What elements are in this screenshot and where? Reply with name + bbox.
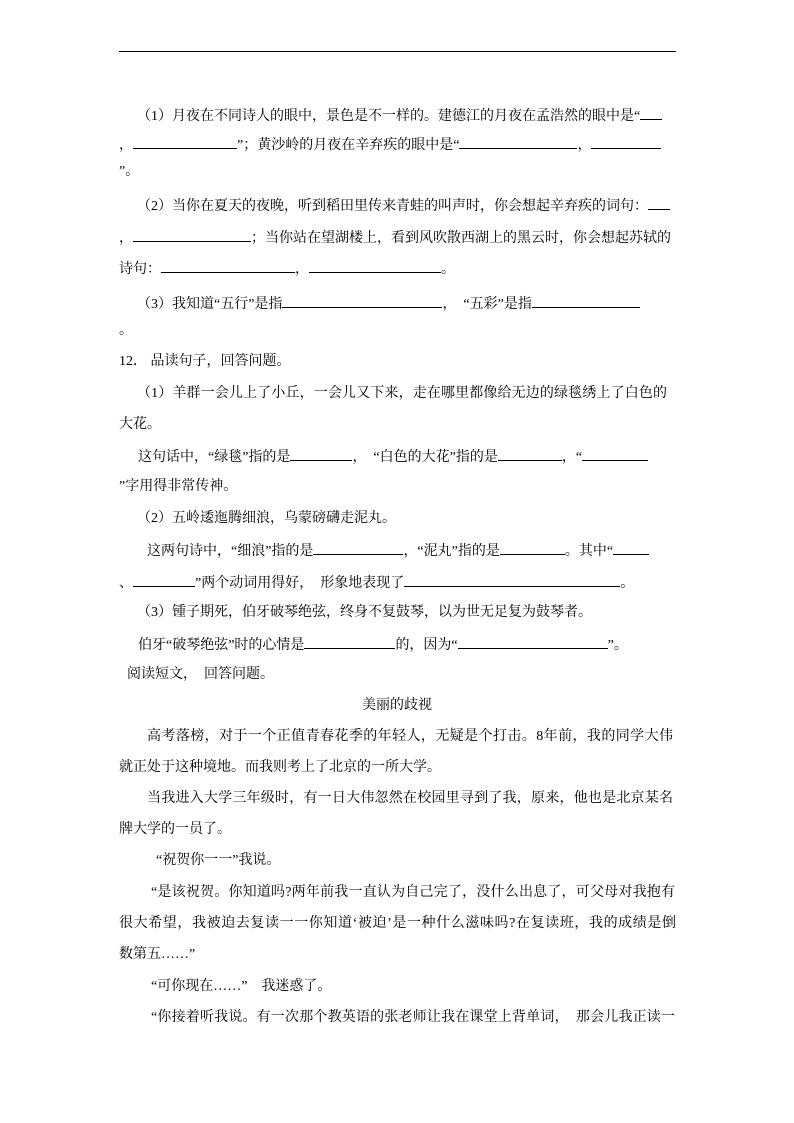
- text: 伯牙“破琴绝弦”时的心情是: [138, 638, 305, 653]
- q11-p2-line1: [137, 195, 670, 215]
- text: ”两个动词用得好， 形象地表现了: [195, 576, 405, 591]
- text: 诗句：: [119, 262, 161, 277]
- reading-instruction: 阅读短文， 回答问题。: [127, 667, 274, 682]
- passage-line: 高考落榜，对于一个正值青春花季的年轻人，无疑是个打击。8年前，我的同学大伟: [147, 729, 673, 744]
- q12-s1-sentence-line2: 大花。: [119, 417, 161, 432]
- text: ”；黄沙岭的月夜在辛弃疾的眼中是“: [237, 138, 460, 153]
- q11-p2-line3: [119, 258, 455, 278]
- passage-line: “是该祝贺。你知道吗?两年前我一直认为自己完了，没什么出息了，可父母对我抱有: [151, 885, 675, 900]
- passage-line: 牌大学的一员了。: [119, 822, 231, 837]
- answer-blank[interactable]: [304, 634, 395, 649]
- text: （1）月夜在不同诗人的眼中，景色是不一样的。建德江的月夜在孟浩然的眼中是“: [137, 109, 641, 124]
- q11-p1-line1: [137, 105, 662, 125]
- answer-blank[interactable]: [161, 258, 295, 273]
- answer-blank[interactable]: [133, 134, 237, 149]
- header-rule: [119, 51, 676, 52]
- q12-s3-question: [138, 634, 628, 654]
- text: 。其中“: [564, 544, 614, 559]
- q12-s2-question: [147, 540, 649, 560]
- answer-blank[interactable]: [133, 227, 251, 242]
- q11-p3-line2: 。: [119, 323, 133, 338]
- answer-blank[interactable]: [498, 446, 562, 461]
- answer-blank[interactable]: [309, 258, 441, 273]
- text: ，: [295, 262, 309, 277]
- q12-s2-question-line2: [119, 572, 634, 592]
- q12-s1-sentence-line1: （1）羊群一会儿上了小丘，一会儿又下来，走在哪里都像给无边的绿毯绣上了白色的: [137, 386, 667, 401]
- q11-p2-line2: [119, 227, 671, 247]
- answer-blank[interactable]: [404, 572, 620, 587]
- text: ， “五彩”是指: [442, 297, 532, 312]
- q11-p3-line1: [137, 293, 640, 313]
- q12-s2-sentence: （2）五岭逶迤腾细浪，乌蒙磅礴走泥丸。: [137, 511, 396, 526]
- text: 这句话中，“绿毯”指的是: [138, 450, 291, 465]
- text: （3）我知道“五行”是指: [137, 297, 283, 312]
- answer-blank[interactable]: [282, 293, 442, 308]
- text: ，: [119, 231, 133, 246]
- answer-blank[interactable]: [133, 572, 195, 587]
- answer-blank[interactable]: [640, 105, 662, 120]
- passage-line: 当我进入大学三年级时，有一日大伟忽然在校园里寻到了我，原来，他也是北京某名: [147, 791, 673, 806]
- text: 、: [119, 576, 133, 591]
- answer-blank[interactable]: [613, 540, 649, 555]
- answer-blank[interactable]: [648, 195, 670, 210]
- answer-blank[interactable]: [290, 446, 352, 461]
- text: ”。: [607, 638, 628, 653]
- passage-line: 就正处于这种境地。而我则考上了北京的一所大学。: [119, 760, 441, 775]
- q12-s1-question-line2: ”字用得非常传神。: [119, 479, 238, 494]
- q12-s3-sentence: （3）锺子期死，伯牙破琴绝弦，终身不复鼓琴，以为世无足复为鼓琴者。: [137, 605, 592, 620]
- passage-line: 数第五……”: [119, 947, 196, 962]
- text: ， “白色的大花”指的是: [352, 450, 498, 465]
- text: ，: [119, 138, 133, 153]
- passage-line: 很大希望，我被迫去复读一一你知道‘被迫’是一种什么滋味吗?在复读班，我的成绩是倒: [119, 916, 676, 931]
- q11-p1-line3: ”。: [119, 164, 140, 179]
- text: 。: [620, 576, 635, 591]
- answer-blank[interactable]: [582, 446, 648, 461]
- passage-line: “你接着听我说。有一次那个教英语的张老师让我在课堂上背单词， 那会儿我正读一: [151, 1010, 675, 1025]
- text: ，“: [561, 450, 583, 465]
- text: 。: [441, 262, 455, 277]
- text: ；当你站在望湖楼上，看到风吹散西湖上的黑云时，你会想起苏轼的: [251, 231, 671, 246]
- text: ，: [577, 138, 592, 153]
- answer-blank[interactable]: [313, 540, 403, 555]
- passage-line: “可你现在……” 我迷惑了。: [151, 979, 332, 994]
- text: ，“泥丸”指的是: [403, 544, 500, 559]
- passage-title: 美丽的歧视: [362, 698, 432, 713]
- q12-heading: 12． 品读句子，回答问题。: [119, 354, 291, 369]
- answer-blank[interactable]: [591, 134, 661, 149]
- text: （2）当你在夏天的夜晚，听到稻田里传来青蛙的叫声时，你会想起辛弃疾的词句：: [137, 199, 648, 214]
- answer-blank[interactable]: [532, 293, 640, 308]
- q12-s1-question: [138, 446, 648, 466]
- passage-line: “祝贺你一一”我说。: [156, 853, 281, 868]
- answer-blank[interactable]: [459, 134, 577, 149]
- answer-blank[interactable]: [500, 540, 565, 555]
- text: 的，因为“: [395, 638, 458, 653]
- text: 这两句诗中，“细浪”指的是: [147, 544, 314, 559]
- q11-p1-line2: [119, 134, 661, 154]
- answer-blank[interactable]: [458, 634, 608, 649]
